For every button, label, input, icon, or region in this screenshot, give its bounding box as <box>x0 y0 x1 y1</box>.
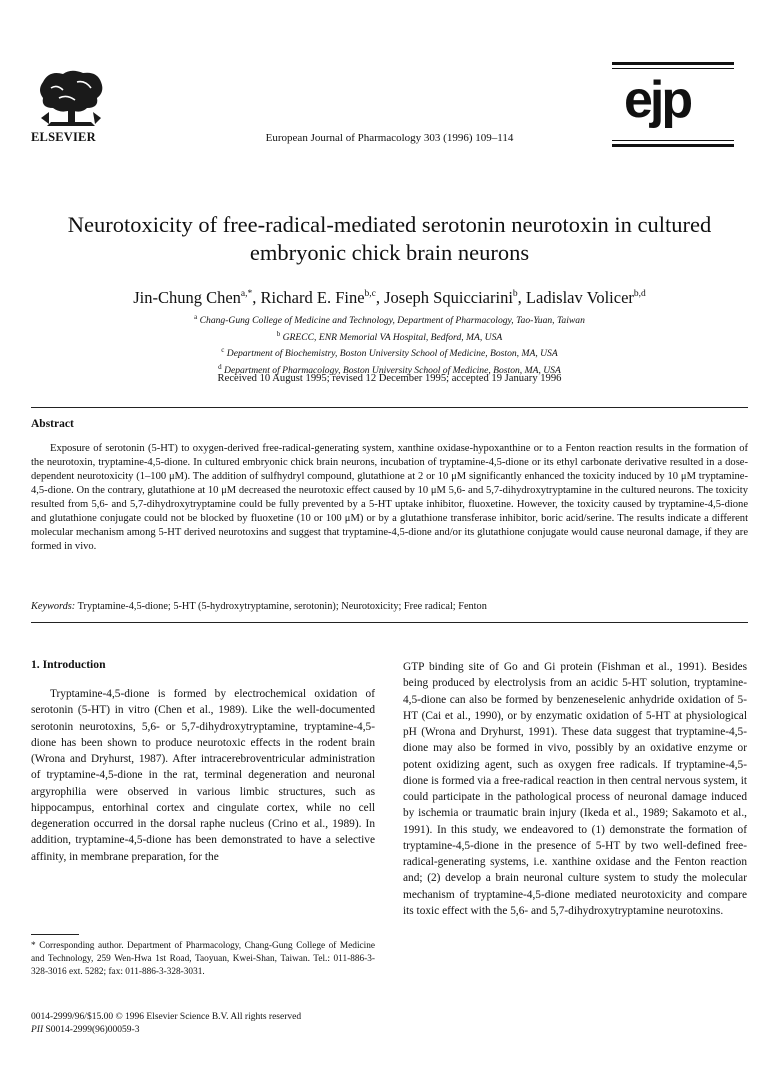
author-name: Jin-Chung Chen <box>133 288 241 307</box>
author-name: Joseph Squicciarini <box>384 288 513 307</box>
pii-label: PII <box>31 1025 44 1036</box>
pii-line <box>31 1024 375 1037</box>
affiliation-text: GRECC, ENR Memorial VA Hospital, Bedford, MA, USA <box>282 331 503 343</box>
journal-logo-text: ejp <box>624 71 691 129</box>
affiliation-text: Department of Biochemistry, Boston University School of Medicine, Boston, MA, USA <box>226 348 558 360</box>
affiliation-mark: a <box>194 313 198 321</box>
body-paragraph: GTP binding site of Go and Gi protein (Fishman et al., 1991). Besides being produced by electrolysis from an acidic 5-HT solution, tryptamine-4,5-dione can also be formed by benzeneselenic anhydride oxidation of 5-HT (Cai et al., 1990), or by enzymatic oxidation of 5-HT at physiological pH (Wrona and Dryhurst, 1991). These data suggest that tryptamine-4,5-dione may also be formed in vivo, possibly by an oxidative enzyme or potent oxidizing agent, such as oxygen free radicals. If tryptamine-4,5-dione is formed via a free-radical reaction in then central nervous system, it could participate in the pathological process of neuronal damage induced by ischemia or traumatic brain injury (Ikeda et al., 1989; Sakamoto et al., 1991). In this study, we endeavored to (1) demonstrate the formation of tryptamine-4,5-dione in the presence of 5-HT by two well-defined free-radical-generating systems, i.e. xanthine oxidase and the Fenton reaction and; (2) develop a brain neuronal culture system to study the molecular mechanism of tryptamine-4,5-dione mediated neurotoxicity and compare its toxic effect with the 5,6- and 5,7-dihydroxytryptamine neurotoxins. <box>403 661 747 917</box>
affiliation-mark: b <box>276 329 281 338</box>
affiliation-line <box>30 344 749 361</box>
affiliation-line <box>30 328 749 345</box>
abstract-top-rule <box>31 407 748 408</box>
author-mark: b,d <box>633 289 646 299</box>
journal-citation: European Journal of Pharmacology 303 (1996) 109–114 <box>265 132 514 144</box>
body-column-left <box>31 686 375 865</box>
footnote <box>31 940 375 980</box>
author-separator: , <box>517 288 526 307</box>
author-mark: b,c <box>364 289 376 299</box>
logo-bottom-rule <box>612 144 734 147</box>
author-list <box>30 283 749 309</box>
footnote-mark: * <box>31 941 36 951</box>
affiliation-text: Department of Pharmacology, Boston University School of Medicine, Boston, MA, USA <box>224 364 561 376</box>
affiliation-mark: d <box>218 362 222 371</box>
author-mark: b <box>512 289 518 299</box>
author-separator: , <box>252 288 261 307</box>
copyright-line: 0014-2999/96/$15.00 © 1996 Elsevier Science B.V. All rights reserved <box>31 1012 302 1022</box>
journal-logo <box>612 62 734 150</box>
abstract-text: Exposure of serotonin (5-HT) to oxygen-derived free-radical-generating system, xanthine oxidase-hypoxanthine or to a Fenton reaction results in the formation of the neurotoxin, tryptamine-4,5-dione. In cultured embryonic chick brain neurons, incubation of tryptamine-4,5-dione or its ethyl carbonate derivative resulted in a dose-dependent neurotoxicity (1–100 μM). The addition of sulfhydryl compound, glutathione at 2 or 10 μM significantly enhanced the toxicity induced by 10 μM tryptamine-4,5-dione. On the contrary, glutathione at 10 μM decreased the neurotoxic effect caused by 10 μM 5,6- and 5,7-dihydroxytryptamine in the cultured neurons. The toxicity resulted from 5,6- and 5,7-dihydroxytryptamine could be fully prevented by a 5-HT uptake inhibitor, fluoxetine. However, the toxicity caused by tryptamine-4,5-dione and glutathione conjugate could not be blocked by fluoxetine (10 or 100 μM) or by a glutathione transferase inhibitor, boric acid/serine. The results indicate a different molecular mechanism among 5-HT derived neurotoxins and suggest that tryptamine-4,5-dione and/or its glutathione conjugate would cause neuronal damage, if they are formed in vivo. <box>31 443 748 553</box>
body-paragraph: Tryptamine-4,5-dione is formed by electrochemical oxidation of serotonin (5-HT) in vitro (Chen et al., 1989). Like the well-documented serotonin neurotoxins, 5,6- or 5,7-dihydroxytryptamine, tryptamine-4,5-dione has been shown to produce neurotoxic effects in the rodent brain (Wrona and Dryhurst, 1987). After intracerebroventricular administration of tryptamine-4,5-dione in the rat, terminal degeneration and neuronal argyrophilia were observed in various limbic structures, such as hippocampus, entorhinal cortex and cingulate cortex, while no cell degeneration occurred in the dorsal raphe nucleus (Crino et al., 1989). In addition, tryptamine-4,5-dione has been demonstrated to have a selective affinity, in membrane preparation, for the <box>31 688 375 863</box>
affiliation-line <box>30 311 749 328</box>
abstract-heading: Abstract <box>31 418 74 430</box>
logo-top-rule <box>612 62 734 65</box>
affiliation-mark: c <box>221 346 225 355</box>
keywords <box>31 601 748 612</box>
affiliations <box>30 311 749 377</box>
author-mark: a,* <box>240 289 253 299</box>
elsevier-tree-logo-icon <box>37 68 105 130</box>
pii-value: S0014-2999(96)00059-3 <box>45 1025 140 1036</box>
section-heading-introduction: 1. Introduction <box>31 658 106 671</box>
received-dates: Received 10 August 1995; revised 12 December 1995; accepted 19 January 1996 <box>217 373 562 384</box>
publisher-name: ELSEVIER <box>31 130 96 144</box>
keywords-label: Keywords: <box>31 601 76 612</box>
body-column-right <box>403 659 747 919</box>
copyright-block <box>31 1011 375 1038</box>
abstract-bottom-rule <box>31 622 748 623</box>
author-name: Ladislav Volicer <box>525 288 634 307</box>
author-name: Richard E. Fine <box>260 288 365 307</box>
author-separator: , <box>375 288 385 307</box>
logo-top-rule-thin <box>612 68 734 69</box>
footnote-rule <box>31 934 79 935</box>
affiliation-text: Chang-Gung College of Medicine and Technology, Department of Pharmacology, Tao-Yuan, Taiwan <box>199 315 585 326</box>
logo-bottom-rule-thin <box>612 140 734 141</box>
keywords-text: Tryptamine-4,5-dione; 5-HT (5-hydroxytryptamine, serotonin); Neurotoxicity; Free radical; Fenton <box>77 601 487 612</box>
article-title: Neurotoxicity of free-radical-mediated serotonin neurotoxin in cultured embryonic chick brain neurons <box>67 212 712 265</box>
footnote-text: Corresponding author. Department of Pharmacology, Chang-Gung College of Medicine and Technology, 259 Wen-Hwa 1st Road, Taoyuan, Kwei-Shan, Taiwan. Tel.: 011-886-3-328-3016 ext. 5282; fax: 011-886-3-328-3031. <box>31 941 376 978</box>
